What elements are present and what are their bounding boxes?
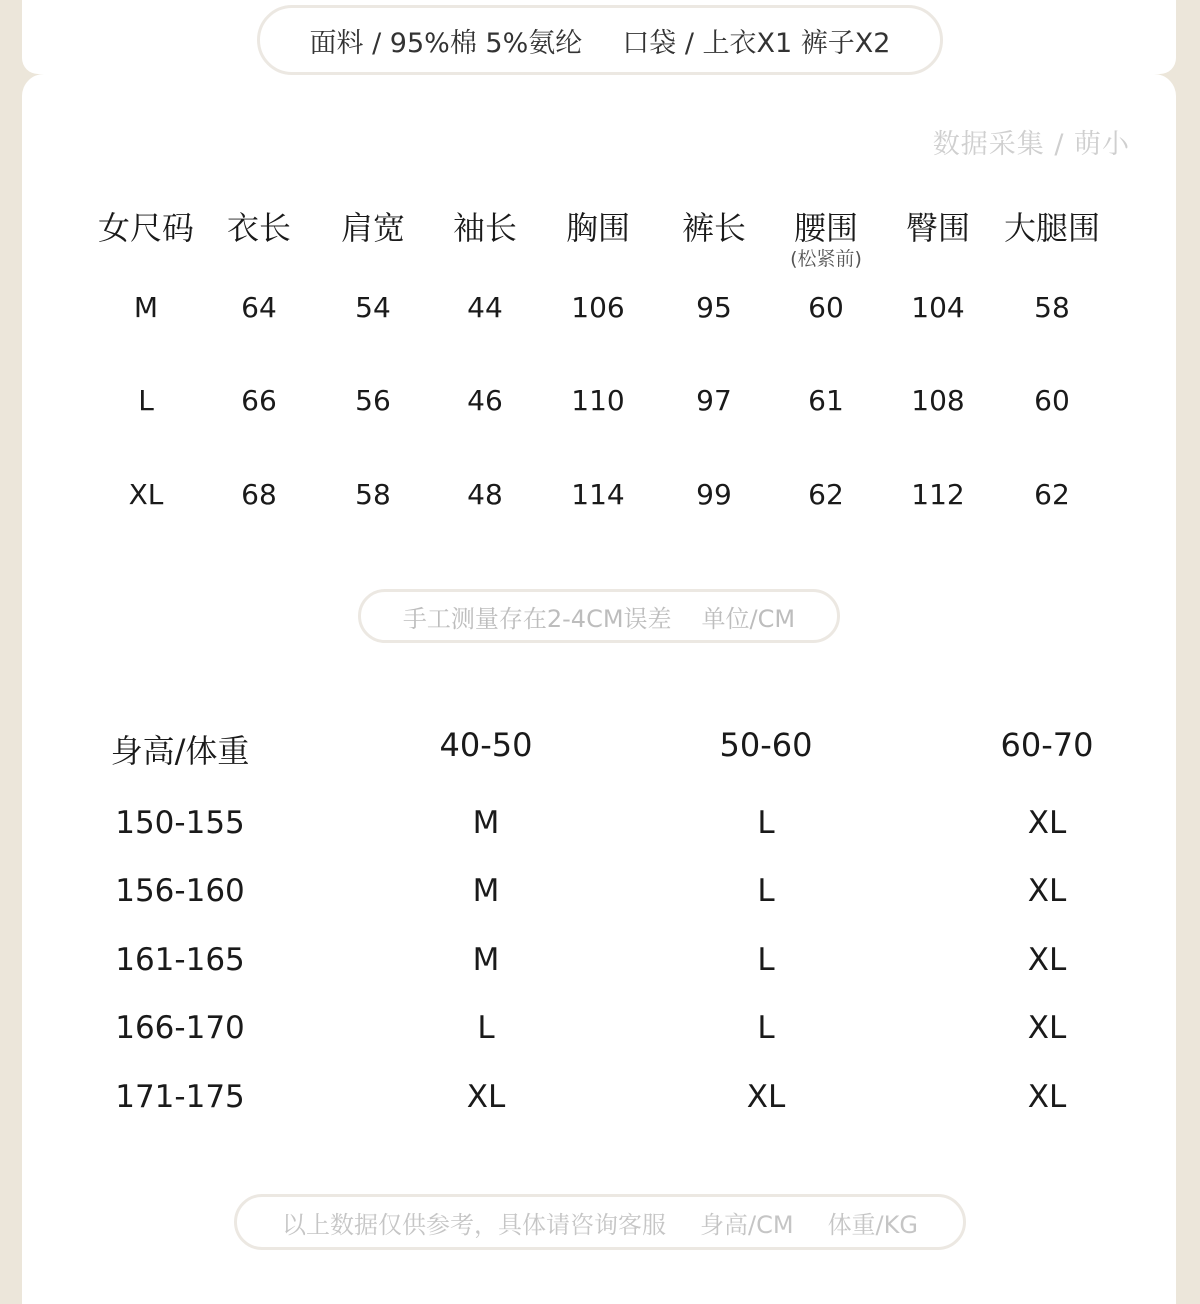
size-header-waist-note: (松紧前) (790, 248, 862, 270)
size-header-pants-length: 裤长 (681, 209, 747, 247)
size-header-sleeve: 袖长 (452, 209, 518, 247)
size-header-length: 衣长 (226, 209, 292, 247)
recommend-cell: XL (1027, 942, 1067, 978)
size-cell: 110 (571, 384, 625, 417)
size-cell: 56 (355, 384, 391, 417)
recommend-cell: XL (1027, 805, 1067, 841)
pocket-info: 口袋 / 上衣X1 裤子X2 (622, 27, 891, 59)
size-cell: 61 (808, 384, 844, 417)
size-cell: 99 (696, 478, 732, 511)
weight-unit-note: 体重/KG (827, 1210, 918, 1239)
size-cell: 54 (355, 291, 391, 324)
size-cell: 60 (808, 291, 844, 324)
size-cell: 62 (1034, 478, 1070, 511)
size-header-chest: 胸围 (565, 209, 631, 247)
size-header-waist: 腰围 (793, 209, 859, 247)
recommend-cell-height: 150-155 (115, 805, 245, 841)
size-cell: 66 (241, 384, 277, 417)
size-cell: 58 (1034, 291, 1070, 324)
recommend-cell: L (477, 1010, 495, 1046)
size-cell: 62 (808, 478, 844, 511)
recommend-cell: L (757, 805, 775, 841)
size-header-shoulder: 肩宽 (340, 209, 406, 247)
recommend-cell: XL (1027, 1010, 1067, 1046)
recommend-cell: XL (1027, 873, 1067, 909)
reference-note-pill (234, 1194, 966, 1250)
size-cell: L (138, 384, 154, 417)
recommend-cell-height: 161-165 (115, 942, 245, 978)
size-cell: 48 (467, 478, 503, 511)
size-cell: 104 (911, 291, 965, 324)
recommend-header-weight-range: 60-70 (1000, 726, 1094, 764)
size-cell: M (133, 291, 159, 324)
recommend-cell-height: 156-160 (115, 873, 245, 909)
height-unit-note: 身高/CM (700, 1210, 794, 1239)
recommend-header-weight-range: 50-60 (719, 726, 813, 764)
size-cell: 97 (696, 384, 732, 417)
recommend-cell: M (472, 873, 500, 909)
size-cell: 60 (1034, 384, 1070, 417)
size-header-size: 女尺码 (97, 209, 195, 247)
size-cell: 46 (467, 384, 503, 417)
size-cell: 106 (571, 291, 625, 324)
size-header-thigh: 大腿围 (1003, 209, 1101, 247)
reference-note: 以上数据仅供参考，具体请咨询客服 (282, 1210, 666, 1239)
size-cell: 95 (696, 291, 732, 324)
size-cell: 64 (241, 291, 277, 324)
recommend-cell: L (757, 942, 775, 978)
size-card (22, 74, 1176, 1304)
size-cell: 44 (467, 291, 503, 324)
recommend-header-weight-range: 40-50 (439, 726, 533, 764)
recommend-cell: XL (746, 1079, 786, 1115)
measurement-unit-note: 单位/CM (701, 604, 796, 633)
size-cell: 68 (241, 478, 277, 511)
size-cell: XL (128, 478, 164, 511)
size-header-hip: 臀围 (905, 209, 971, 247)
recommend-cell: M (472, 805, 500, 841)
fabric-info: 面料 / 95%棉 5%氨纶 (309, 27, 583, 59)
recommend-cell: L (757, 1010, 775, 1046)
recommend-cell-height: 171-175 (115, 1079, 245, 1115)
measurement-error-note: 手工测量存在2-4CM误差 (402, 604, 672, 633)
measurement-note-pill (358, 589, 840, 643)
data-credit: 数据采集 / 萌小 (932, 129, 1130, 160)
recommend-header-height-weight: 身高/体重 (110, 732, 250, 770)
recommend-cell: XL (466, 1079, 506, 1115)
recommend-cell: L (757, 873, 775, 909)
size-cell: 114 (571, 478, 625, 511)
recommend-cell: XL (1027, 1079, 1067, 1115)
recommend-cell-height: 166-170 (115, 1010, 245, 1046)
size-cell: 58 (355, 478, 391, 511)
recommend-cell: M (472, 942, 500, 978)
size-cell: 108 (911, 384, 965, 417)
fabric-pocket-pill (257, 5, 943, 75)
size-cell: 112 (911, 478, 965, 511)
